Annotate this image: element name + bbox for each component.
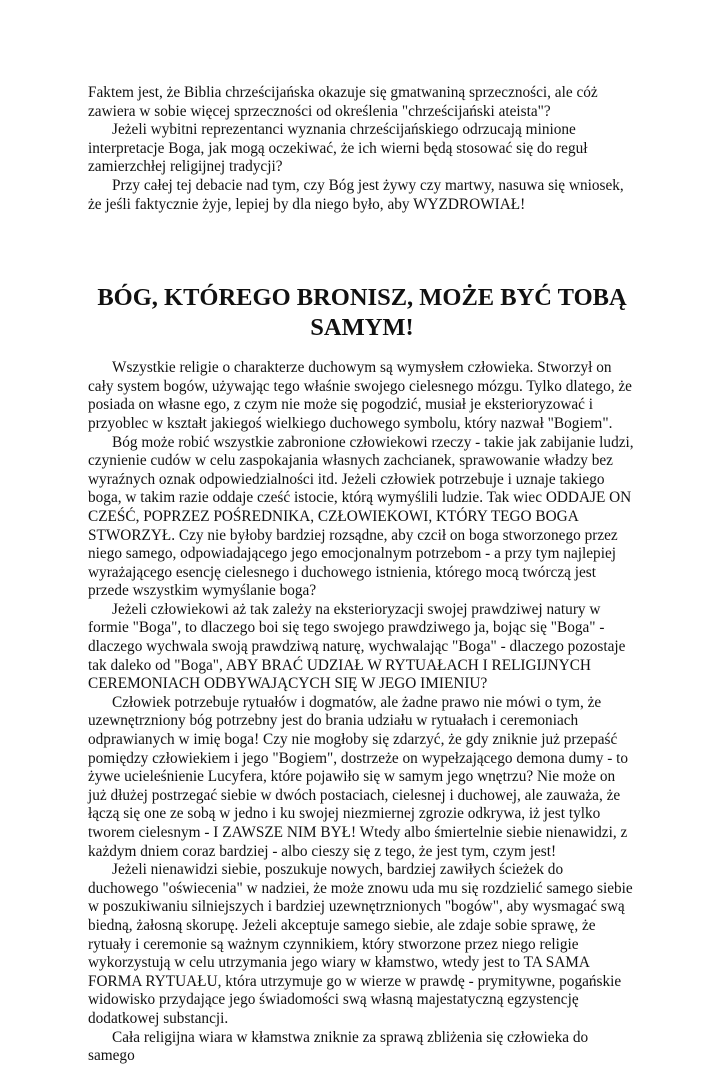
intro-paragraph-1: Faktem jest, że Biblia chrześcijańska okazuje się gmatwaniną sprzeczności, ale cóż zawiera w sobie więcej sprzeczności od określenia "chrześcijański ateista"? bbox=[88, 84, 598, 120]
body-paragraph-4: Człowiek potrzebuje rytuałów i dogmatów, ale żadne prawo nie mówi o tym, że uzewnętrzniony bóg potrzebny jest do brania udziału w rytuałach i ceremoniach odprawianych w imię boga! Czy nie mogłoby się zdarzyć, że gdy zniknie już przepaść pomiędzy człowiekiem i jego "Bogiem", dostrzeże on wypełzającego demona dumy - to żywe ucieleśnienie Lucyfera, które pojawiło się w samym jego wnętrzu? Nie może on już dłużej postrzegać siebie w dwóch postaciach, cielesnej i duchowej, ale zauważa, że łączą się one ze sobą w jedno i ku swojej niezmiernej zgrozie odkrywa, iż jest tylko tworem cielesnym - I ZAWSZE NIM BYŁ! Wtedy albo śmiertelnie siebie nienawidzi, z każdym dniem coraz bardziej - albo cieszy się z tego, że jest tym, czym jest! bbox=[88, 693, 629, 860]
intro-block bbox=[88, 84, 636, 214]
intro-paragraph-2: Jeżeli wybitni reprezentanci wyznania chrześcijańskiego odrzucają minione interpretacje Boga, jak mogą oczekiwać, że ich wierni będą stosować się do reguł zamierzchłej religijnej tradycji? bbox=[88, 121, 588, 176]
body-paragraph-1: Wszystkie religie o charakterze duchowym są wymysłem człowieka. Stworzył on cały system bogów, używając tego właśnie swojego cielesnego mózgu. Tylko dlatego, że posiada on własne ego, z czym nie może się pogodzić, musiał je eksterioryzować i przyoblec w kształt jakiegoś wielkiego duchowego symbolu, który nazwał "Bogiem". bbox=[88, 359, 632, 432]
body-paragraph-5: Jeżeli nienawidzi siebie, poszukuje nowych, bardziej zawiłych ścieżek do duchowego "oświecenia" w nadziei, że może znowu uda mu się rozdzielić samego siebie w poszukiwaniu silniejszych i bardziej uzewnętrznionych "bogów", aby wysmagać swą biedną, żałosną skorupę. Jeżeli akceptuje samego siebie, ale zdaje sobie sprawę, że rytuały i ceremonie są ważnym czynnikiem, który stworzone przez niego religie wykorzystują w celu utrzymania jego wiary w kłamstwo, wtedy jest to TA SAMA FORMA RYTUAŁU, która utrzymuje go w wierze w prawdę - prymitywne, pogańskie widowisko przydające jego świadomości swą własną majestatyczną egzystencję dodatkowej substancji. bbox=[88, 861, 633, 1027]
body-paragraph-6: Cała religijna wiara w kłamstwa zniknie za sprawą zbliżenia się człowieka do samego bbox=[88, 1028, 589, 1065]
section-body bbox=[88, 359, 636, 1066]
intro-paragraph-3: Przy całej tej debacie nad tym, czy Bóg jest żywy czy martwy, nasuwa się wniosek, że jeśli faktycznie żyje, lepiej by dla niego było, aby WYZDROWIAŁ! bbox=[88, 176, 624, 213]
document-page bbox=[88, 84, 636, 1066]
body-paragraph-3: Jeżeli człowiekowi aż tak zależy na eksterioryzacji swojej prawdziwej natury w formie "Boga", to dlaczego boi się tego swojego prawdziwego ja, bojąc się "Boga" - dlaczego wychwala swoją prawdziwą naturę, wychwalając "Boga" - dlaczego pozostaje tak daleko od "Boga", ABY BRAĆ UDZIAŁ W RYTUAŁACH I RELIGIJNYCH CEREMONIACH ODBYWAJĄCYCH SIĘ W JEGO IMIENIU? bbox=[88, 600, 626, 693]
section-heading: BÓG, KTÓREGO BRONISZ, MOŻE BYĆ TOBĄ SAMYM! bbox=[97, 284, 627, 342]
body-paragraph-2: Bóg może robić wszystkie zabronione człowiekowi rzeczy - takie jak zabijanie ludzi, czynienie cudów w celu zaspokajania własnych zachcianek, sprawowanie władzy bez wyraźnych oznak odpowiedzialności itd. Jeżeli człowiek potrzebuje i uznaje takiego boga, w takim razie oddaje cześć istocie, którą wymyślili ludzie. Tak wiec ODDAJE ON CZEŚĆ, POPRZEZ POŚREDNIKA, CZŁOWIEKOWI, KTÓRY TEGO BOGA STWORZYŁ. Czy nie byłoby bardziej rozsądne, aby czcił on boga stworzonego przez niego samego, odpowiadającego jego emocjonalnym potrzebom - a przy tym najlepiej wyrażającego esencję cielesnego i duchowego istnienia, którego mocą twórczą jest przede wszystkim wymyślanie boga? bbox=[88, 433, 634, 600]
